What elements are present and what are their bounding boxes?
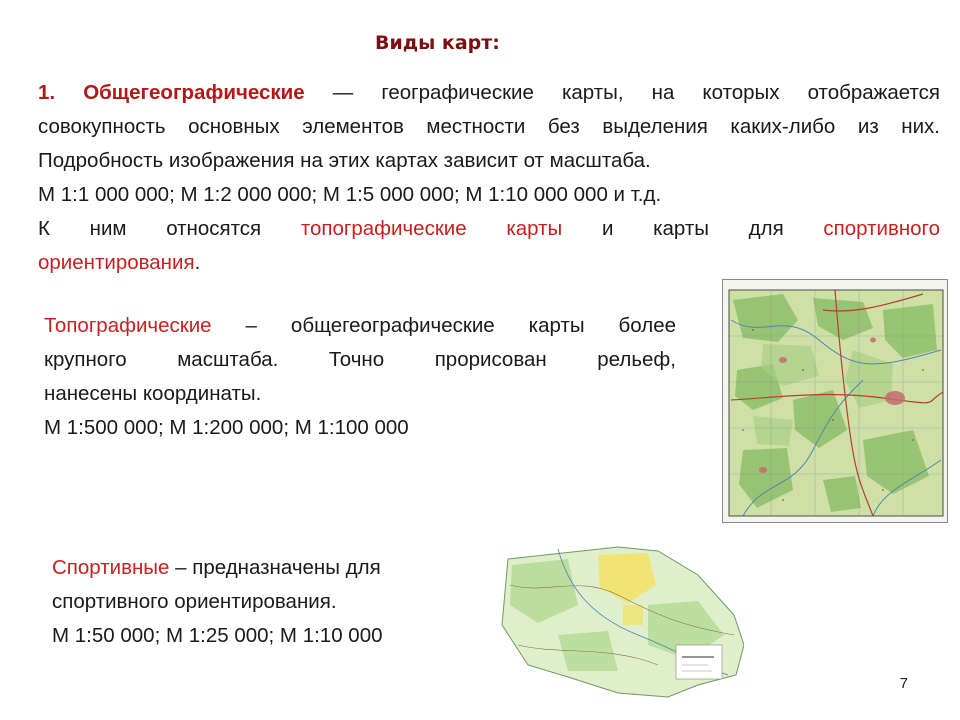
general-related-text: К ним относятся bbox=[38, 217, 262, 240]
general-line-1 bbox=[38, 76, 940, 110]
topographic-paragraph bbox=[44, 309, 676, 445]
general-period: . bbox=[194, 251, 201, 274]
sport-term: Спортивные bbox=[52, 556, 170, 579]
sport-line-2: спортивного ориентирования. bbox=[52, 590, 337, 613]
slide-number: 7 bbox=[899, 675, 908, 692]
general-line-6 bbox=[38, 246, 940, 280]
general-line-3: Подробность изображения на этих картах зависит от масштаба. bbox=[38, 149, 651, 172]
sport-map-image bbox=[498, 545, 744, 705]
general-line-5 bbox=[38, 212, 940, 246]
topographic-maps-link: топографические карты bbox=[300, 217, 563, 240]
topographic-line-3: нанесены координаты. bbox=[44, 382, 262, 405]
general-term: Общегеографические bbox=[83, 81, 305, 104]
slide-title: Виды карт: bbox=[375, 32, 500, 54]
general-number: 1. bbox=[38, 81, 56, 104]
sport-maps-link-2: ориентирования bbox=[38, 251, 195, 274]
sport-paragraph bbox=[52, 551, 472, 653]
general-related-text-2: и карты для bbox=[601, 217, 784, 240]
general-dash: — bbox=[304, 81, 382, 104]
sport-line-1 bbox=[52, 551, 472, 585]
topographic-line-2: крупного масштаба. Точно прорисован рельеф, bbox=[44, 348, 676, 371]
general-scales: М 1:1 000 000; М 1:2 000 000; М 1:5 000 000; М 1:10 000 000 и т.д. bbox=[38, 183, 662, 206]
general-maps-paragraph bbox=[38, 76, 940, 280]
topographic-definition: – общегеографические карты более bbox=[211, 314, 676, 337]
general-definition: географические карты, на которых отображается bbox=[381, 81, 940, 104]
topographic-scales: М 1:500 000; М 1:200 000; М 1:100 000 bbox=[44, 416, 409, 439]
general-line-2: совокупность основных элементов местности без выделения каких-либо из них. bbox=[38, 115, 940, 138]
sport-maps-link-1: спортивного bbox=[823, 217, 940, 240]
sport-scales: М 1:50 000; М 1:25 000; М 1:10 000 bbox=[52, 624, 383, 647]
topographic-term: Топографические bbox=[44, 314, 212, 337]
topographic-line-1 bbox=[44, 309, 676, 343]
sport-definition: – предназначены для bbox=[169, 556, 381, 579]
topographic-map-image bbox=[722, 279, 948, 523]
